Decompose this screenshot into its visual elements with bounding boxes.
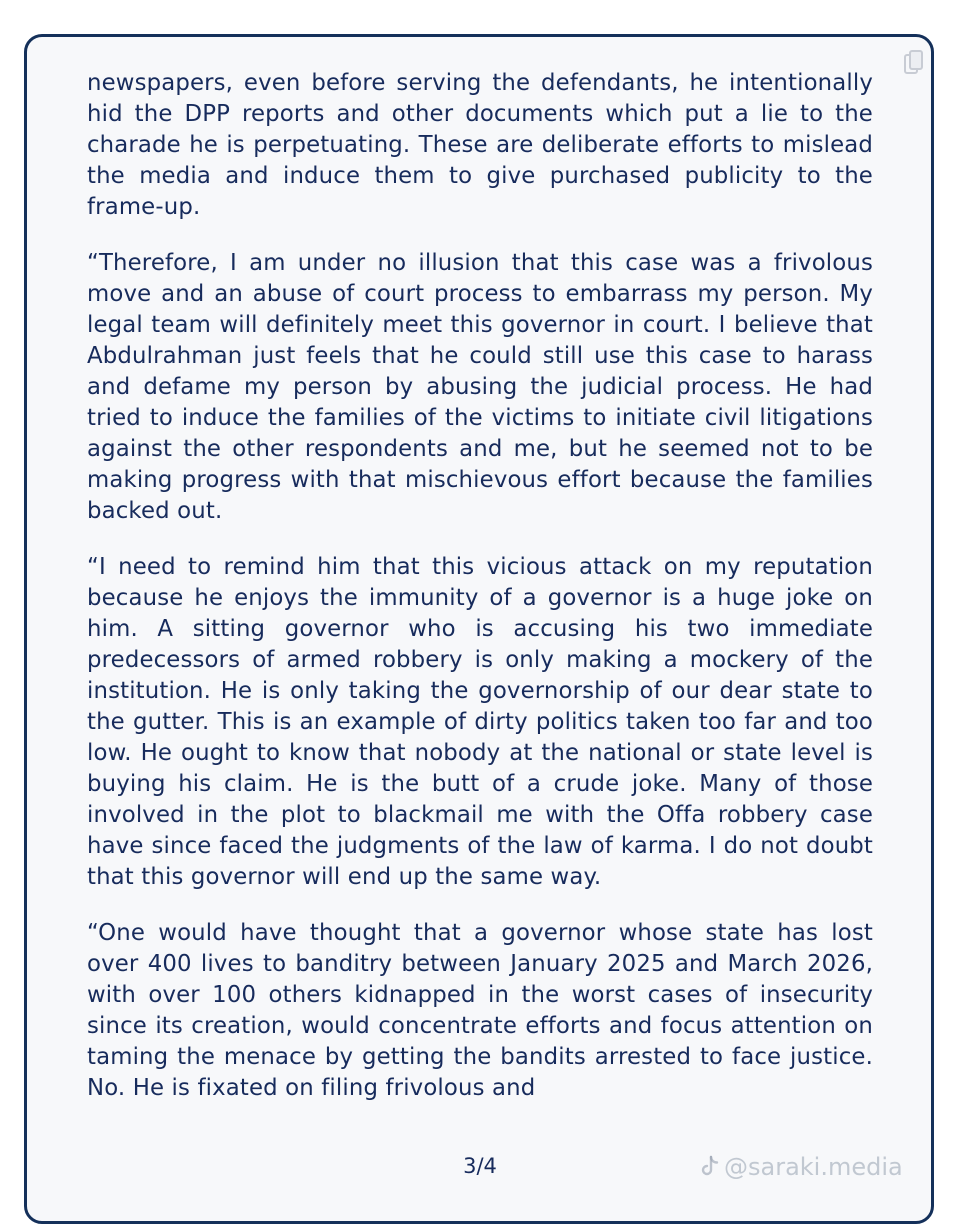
document-body xyxy=(87,68,873,1129)
watermark-text: @saraki.media xyxy=(724,1153,903,1181)
paragraph: newspapers, even before serving the defendants, he intentionally hid the DPP reports and other documents which put a lie to the charade he is perpetuating. These are deliberate efforts to mislead the media and induce them to give purchased publicity to the frame-up. xyxy=(87,70,873,220)
paragraph: “I need to remind him that this vicious attack on my reputation because he enjoys the immunity of a governor is a huge joke on him. A sitting governor who is accusing his two immediate predecessors of armed robbery is only making a mockery of the institution. He is only taking the governorship of our dear state to the gutter. This is an example of dirty politics taken too far and too low. He ought to know that nobody at the national or state level is buying his claim. He is the butt of a crude joke. Many of those involved in the plot to blackmail me with the Offa robbery case have since faced the judgments of the law of karma. I do not doubt that this governor will end up the same way. xyxy=(87,554,873,890)
paragraph: “Therefore, I am under no illusion that this case was a frivolous move and an abuse of court process to embarrass my person. My legal team will definitely meet this governor in court. I believe that Abdulrahman just feels that he could still use this case to harass and defame my person by abusing the judicial process. He had tried to induce the families of the victims to initiate civil litigations against the other respondents and me, but he seemed not to be making progress with that mischievous effort because the families backed out. xyxy=(87,250,873,524)
watermark xyxy=(700,1152,903,1182)
tiktok-icon xyxy=(700,1155,720,1179)
paragraph: “One would have thought that a governor whose state has lost over 400 lives to banditry between January 2025 and March 2026, with over 100 others kidnapped in the worst cases of insecurity since its creation, would concentrate efforts and focus attention on taming the menace by getting the bandits arrested to face justice. No. He is fixated on filing frivolous and xyxy=(87,920,873,1101)
page-number: 3/4 xyxy=(463,1154,497,1178)
multiple-pages-icon[interactable] xyxy=(904,50,924,78)
